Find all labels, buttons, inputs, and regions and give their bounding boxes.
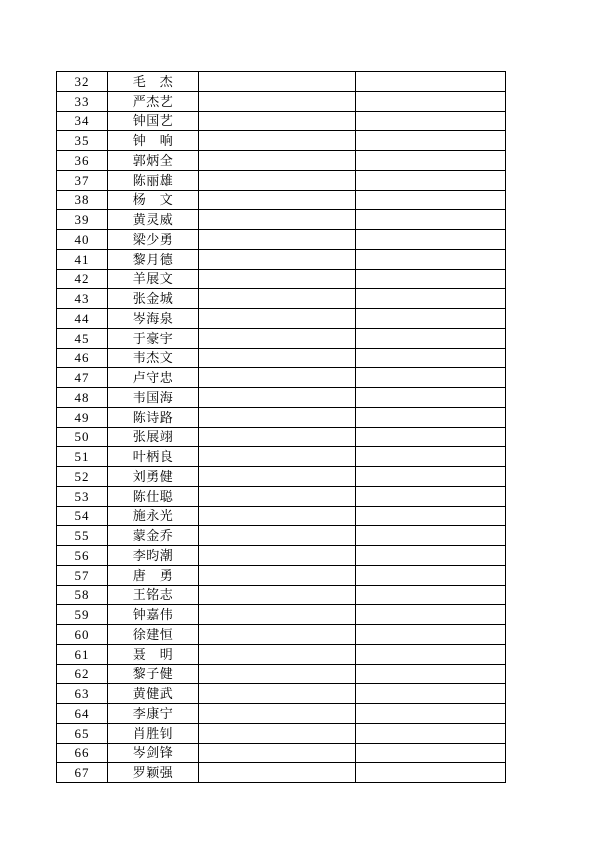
table-row bbox=[57, 605, 506, 625]
table-row bbox=[57, 309, 506, 329]
empty-cell-1 bbox=[199, 644, 356, 664]
table-row bbox=[57, 427, 506, 447]
table-row bbox=[57, 210, 506, 230]
name-cell: 蒙金乔 bbox=[108, 526, 199, 546]
name-cell: 郭炳全 bbox=[108, 151, 199, 171]
empty-cell-1 bbox=[199, 131, 356, 151]
row-number-cell: 33 bbox=[57, 91, 108, 111]
empty-cell-1 bbox=[199, 664, 356, 684]
table-row bbox=[57, 447, 506, 467]
empty-cell-2 bbox=[356, 348, 506, 368]
row-number-cell: 59 bbox=[57, 605, 108, 625]
empty-cell-2 bbox=[356, 230, 506, 250]
row-number-cell: 58 bbox=[57, 585, 108, 605]
empty-cell-2 bbox=[356, 605, 506, 625]
row-number-cell: 35 bbox=[57, 131, 108, 151]
table-row bbox=[57, 91, 506, 111]
row-number-cell: 47 bbox=[57, 368, 108, 388]
table-row bbox=[57, 763, 506, 783]
name-cell: 聂 明 bbox=[108, 644, 199, 664]
table-row bbox=[57, 348, 506, 368]
empty-cell-2 bbox=[356, 328, 506, 348]
empty-cell-1 bbox=[199, 111, 356, 131]
empty-cell-1 bbox=[199, 210, 356, 230]
empty-cell-1 bbox=[199, 743, 356, 763]
empty-cell-1 bbox=[199, 289, 356, 309]
table-row bbox=[57, 467, 506, 487]
name-cell: 唐 勇 bbox=[108, 565, 199, 585]
table-row bbox=[57, 328, 506, 348]
name-cell: 卢守忠 bbox=[108, 368, 199, 388]
empty-cell-2 bbox=[356, 190, 506, 210]
empty-cell-1 bbox=[199, 625, 356, 645]
row-number-cell: 67 bbox=[57, 763, 108, 783]
row-number-cell: 56 bbox=[57, 546, 108, 566]
name-cell: 张金城 bbox=[108, 289, 199, 309]
empty-cell-2 bbox=[356, 585, 506, 605]
row-number-cell: 34 bbox=[57, 111, 108, 131]
empty-cell-2 bbox=[356, 644, 506, 664]
row-number-cell: 54 bbox=[57, 506, 108, 526]
empty-cell-2 bbox=[356, 427, 506, 447]
empty-cell-2 bbox=[356, 407, 506, 427]
name-cell: 叶柄良 bbox=[108, 447, 199, 467]
name-cell: 刘勇健 bbox=[108, 467, 199, 487]
row-number-cell: 46 bbox=[57, 348, 108, 368]
empty-cell-1 bbox=[199, 309, 356, 329]
empty-cell-2 bbox=[356, 743, 506, 763]
table-row bbox=[57, 151, 506, 171]
table-row bbox=[57, 190, 506, 210]
empty-cell-2 bbox=[356, 625, 506, 645]
name-cell: 施永光 bbox=[108, 506, 199, 526]
table-row bbox=[57, 625, 506, 645]
name-cell: 黄健武 bbox=[108, 684, 199, 704]
table-row bbox=[57, 289, 506, 309]
empty-cell-1 bbox=[199, 704, 356, 724]
row-number-cell: 51 bbox=[57, 447, 108, 467]
empty-cell-2 bbox=[356, 210, 506, 230]
empty-cell-1 bbox=[199, 763, 356, 783]
empty-cell-1 bbox=[199, 269, 356, 289]
empty-cell-1 bbox=[199, 230, 356, 250]
empty-cell-1 bbox=[199, 486, 356, 506]
empty-cell-2 bbox=[356, 526, 506, 546]
row-number-cell: 37 bbox=[57, 170, 108, 190]
row-number-cell: 42 bbox=[57, 269, 108, 289]
empty-cell-2 bbox=[356, 170, 506, 190]
empty-cell-2 bbox=[356, 447, 506, 467]
name-cell: 岑海泉 bbox=[108, 309, 199, 329]
row-number-cell: 44 bbox=[57, 309, 108, 329]
row-number-cell: 64 bbox=[57, 704, 108, 724]
empty-cell-1 bbox=[199, 170, 356, 190]
empty-cell-2 bbox=[356, 546, 506, 566]
row-number-cell: 65 bbox=[57, 723, 108, 743]
name-cell: 黎月德 bbox=[108, 249, 199, 269]
empty-cell-1 bbox=[199, 368, 356, 388]
name-cell: 岑剑锋 bbox=[108, 743, 199, 763]
row-number-cell: 36 bbox=[57, 151, 108, 171]
table-row bbox=[57, 546, 506, 566]
table-row bbox=[57, 72, 506, 92]
name-cell: 于豪宇 bbox=[108, 328, 199, 348]
empty-cell-2 bbox=[356, 269, 506, 289]
row-number-cell: 49 bbox=[57, 407, 108, 427]
row-number-cell: 62 bbox=[57, 664, 108, 684]
empty-cell-1 bbox=[199, 427, 356, 447]
row-number-cell: 38 bbox=[57, 190, 108, 210]
table-row bbox=[57, 407, 506, 427]
table-row bbox=[57, 585, 506, 605]
row-number-cell: 52 bbox=[57, 467, 108, 487]
empty-cell-2 bbox=[356, 249, 506, 269]
row-number-cell: 45 bbox=[57, 328, 108, 348]
empty-cell-1 bbox=[199, 684, 356, 704]
empty-cell-1 bbox=[199, 585, 356, 605]
empty-cell-1 bbox=[199, 467, 356, 487]
table-row bbox=[57, 664, 506, 684]
roster-table-body bbox=[57, 72, 506, 783]
name-cell: 罗颖强 bbox=[108, 763, 199, 783]
table-row bbox=[57, 230, 506, 250]
table-row bbox=[57, 506, 506, 526]
row-number-cell: 61 bbox=[57, 644, 108, 664]
table-row bbox=[57, 526, 506, 546]
empty-cell-1 bbox=[199, 526, 356, 546]
name-cell: 陈丽雄 bbox=[108, 170, 199, 190]
name-cell: 张展翊 bbox=[108, 427, 199, 447]
name-cell: 陈诗路 bbox=[108, 407, 199, 427]
empty-cell-1 bbox=[199, 249, 356, 269]
empty-cell-2 bbox=[356, 309, 506, 329]
table-row bbox=[57, 269, 506, 289]
empty-cell-2 bbox=[356, 151, 506, 171]
name-cell: 毛 杰 bbox=[108, 72, 199, 92]
row-number-cell: 55 bbox=[57, 526, 108, 546]
empty-cell-2 bbox=[356, 289, 506, 309]
empty-cell-1 bbox=[199, 565, 356, 585]
empty-cell-2 bbox=[356, 763, 506, 783]
table-row bbox=[57, 565, 506, 585]
row-number-cell: 32 bbox=[57, 72, 108, 92]
name-cell: 王铭志 bbox=[108, 585, 199, 605]
empty-cell-1 bbox=[199, 151, 356, 171]
empty-cell-1 bbox=[199, 328, 356, 348]
empty-cell-1 bbox=[199, 388, 356, 408]
empty-cell-1 bbox=[199, 605, 356, 625]
name-cell: 梁少勇 bbox=[108, 230, 199, 250]
empty-cell-2 bbox=[356, 664, 506, 684]
name-cell: 李康宁 bbox=[108, 704, 199, 724]
name-cell: 李昀潮 bbox=[108, 546, 199, 566]
empty-cell-2 bbox=[356, 91, 506, 111]
name-cell: 韦杰文 bbox=[108, 348, 199, 368]
row-number-cell: 63 bbox=[57, 684, 108, 704]
table-row bbox=[57, 388, 506, 408]
empty-cell-1 bbox=[199, 91, 356, 111]
name-cell: 黄灵威 bbox=[108, 210, 199, 230]
table-row bbox=[57, 644, 506, 664]
empty-cell-2 bbox=[356, 506, 506, 526]
row-number-cell: 39 bbox=[57, 210, 108, 230]
table-row bbox=[57, 170, 506, 190]
empty-cell-1 bbox=[199, 407, 356, 427]
table-row bbox=[57, 131, 506, 151]
table-row bbox=[57, 743, 506, 763]
row-number-cell: 60 bbox=[57, 625, 108, 645]
empty-cell-1 bbox=[199, 447, 356, 467]
empty-cell-1 bbox=[199, 506, 356, 526]
table-row bbox=[57, 249, 506, 269]
empty-cell-2 bbox=[356, 368, 506, 388]
row-number-cell: 50 bbox=[57, 427, 108, 447]
empty-cell-2 bbox=[356, 72, 506, 92]
empty-cell-2 bbox=[356, 467, 506, 487]
table-row bbox=[57, 486, 506, 506]
empty-cell-2 bbox=[356, 565, 506, 585]
table-row bbox=[57, 684, 506, 704]
empty-cell-1 bbox=[199, 348, 356, 368]
name-cell: 严杰艺 bbox=[108, 91, 199, 111]
name-cell: 羊展文 bbox=[108, 269, 199, 289]
name-cell: 陈仕聪 bbox=[108, 486, 199, 506]
table-row bbox=[57, 368, 506, 388]
empty-cell-1 bbox=[199, 546, 356, 566]
name-cell: 徐建恒 bbox=[108, 625, 199, 645]
name-cell: 韦国海 bbox=[108, 388, 199, 408]
row-number-cell: 41 bbox=[57, 249, 108, 269]
empty-cell-1 bbox=[199, 72, 356, 92]
name-cell: 钟 响 bbox=[108, 131, 199, 151]
row-number-cell: 53 bbox=[57, 486, 108, 506]
name-cell: 肖胜钊 bbox=[108, 723, 199, 743]
roster-table bbox=[56, 71, 506, 783]
table-row bbox=[57, 723, 506, 743]
row-number-cell: 40 bbox=[57, 230, 108, 250]
row-number-cell: 43 bbox=[57, 289, 108, 309]
row-number-cell: 66 bbox=[57, 743, 108, 763]
empty-cell-2 bbox=[356, 111, 506, 131]
table-row bbox=[57, 111, 506, 131]
empty-cell-2 bbox=[356, 684, 506, 704]
name-cell: 钟国艺 bbox=[108, 111, 199, 131]
empty-cell-2 bbox=[356, 131, 506, 151]
table-row bbox=[57, 704, 506, 724]
empty-cell-1 bbox=[199, 190, 356, 210]
name-cell: 杨 文 bbox=[108, 190, 199, 210]
empty-cell-2 bbox=[356, 723, 506, 743]
empty-cell-1 bbox=[199, 723, 356, 743]
name-cell: 钟嘉伟 bbox=[108, 605, 199, 625]
empty-cell-2 bbox=[356, 486, 506, 506]
empty-cell-2 bbox=[356, 388, 506, 408]
row-number-cell: 48 bbox=[57, 388, 108, 408]
empty-cell-2 bbox=[356, 704, 506, 724]
row-number-cell: 57 bbox=[57, 565, 108, 585]
name-cell: 黎子健 bbox=[108, 664, 199, 684]
